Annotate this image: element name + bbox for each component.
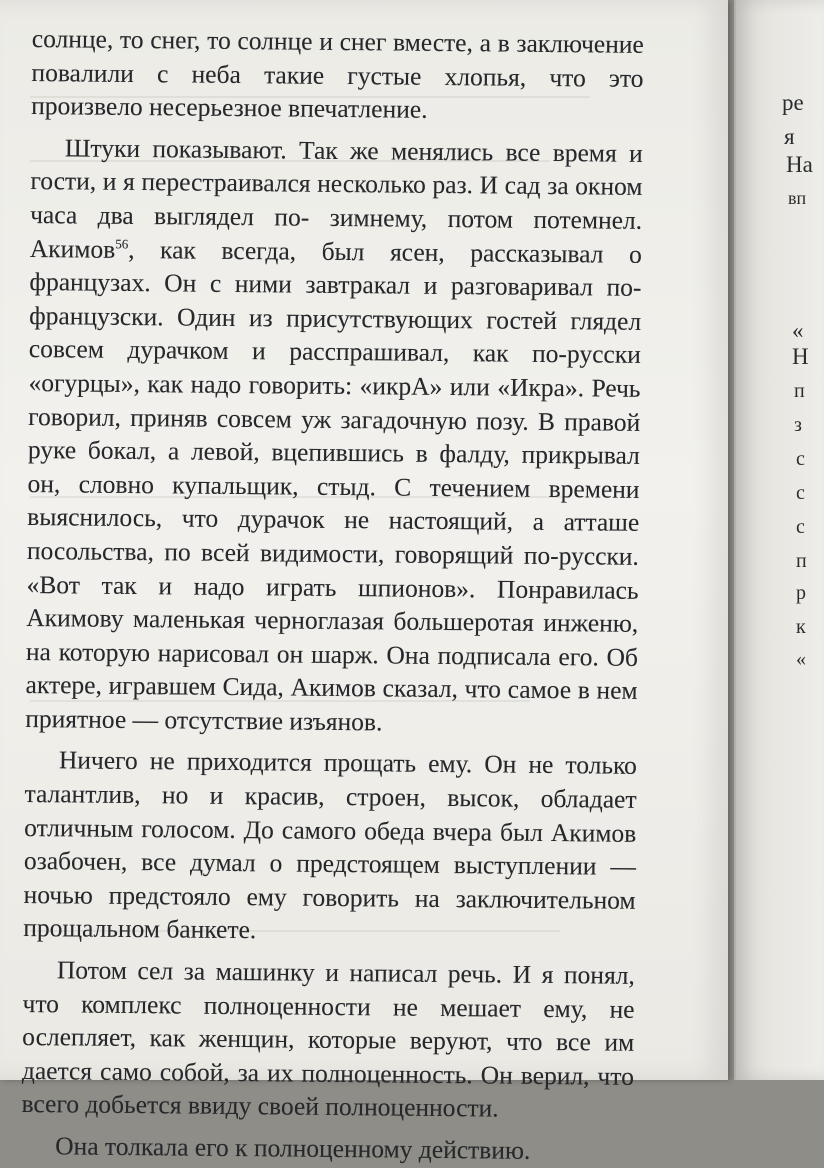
- paragraph: Она толкала его к полноценному действию.: [55, 1131, 531, 1165]
- paragraph: [25, 131, 643, 742]
- facing-page-fragment: с: [796, 516, 805, 538]
- facing-page-fragment: вп: [788, 188, 807, 208]
- facing-page-fragment: с: [796, 448, 805, 470]
- facing-page-fragment: п: [796, 550, 807, 572]
- facing-page-text: [772, 0, 822, 1080]
- facing-page-fragment: я: [784, 124, 795, 149]
- paragraph-text: , как всегда, был ясен, рассказывал о французах. Он с ними завтракал и разговаривал по-французски. Один из присутствующих гостей глядел совсем дурачком и расспрашивал, как по-русски «огурцы», как надо говорить: «икрА» или «Икра». Речь говорил, приняв совсем уж загадочную позу. В правой руке бокал, а левой, вцепившись в фалду, прикрывал он, словно купальщик, стыд. С течением времени выяснилось, что дурачок не настоящий, а атташе посольства, по всей видимости, говорящий по-русски. «Вот так и надо играть шпионов». Понравилась Акимову маленькая черноглазая большеротая инженю, на которую нарисовал он шарж. Она подписала его. Об актере, игравшем Сида, Акимов сказал, что самое в нем приятное — отсутствие изъянов.: [25, 234, 642, 737]
- paragraph: Ничего не приходится прощать ему. Он не только талантлив, но и красив, строен, высок, обладает отличным голосом. До самого обеда вчера был Акимов озабочен, все думал о предстоящем выступлении — ночью предстояло ему говорить на заключительном прощальном банкете.: [23, 745, 638, 945]
- facing-page-fragment: Н: [792, 344, 809, 369]
- paragraph: солнце, то снег, то солнце и снег вместе, а в заключение повалили с неба такие густые хлопья, что это произвело несерьезное впечатление.: [31, 23, 644, 124]
- footnote-marker: 56: [115, 235, 129, 251]
- facing-page-fragment: п: [794, 380, 805, 402]
- facing-page-fragment: с: [796, 482, 805, 504]
- page-text: [21, 22, 644, 1168]
- facing-page-fragment: з: [794, 414, 802, 436]
- facing-page-fragment: р: [796, 582, 806, 604]
- facing-page-fragment: к: [796, 616, 806, 638]
- facing-page-fragment: ре: [782, 90, 804, 115]
- facing-page-fragment: «: [796, 648, 806, 670]
- facing-page-fragment: «: [792, 318, 804, 343]
- facing-page-fragment: На: [786, 152, 813, 177]
- paragraph-text: Штуки показывают. Так же менялись все время и гости, и я перестраивался несколько раз. И сад за окном часа два выглядел по- зимнему, потом потемнел. Акимов: [29, 133, 643, 264]
- paragraph: Потом сел за машинку и написал речь. И я понял, что комплекс полноценности не мешает ему, не ослепляет, как женщин, которые веруют, что все им дается само собой, за их полноценность. Он верил, что всего добьется ввиду своей полноценности.: [21, 955, 636, 1123]
